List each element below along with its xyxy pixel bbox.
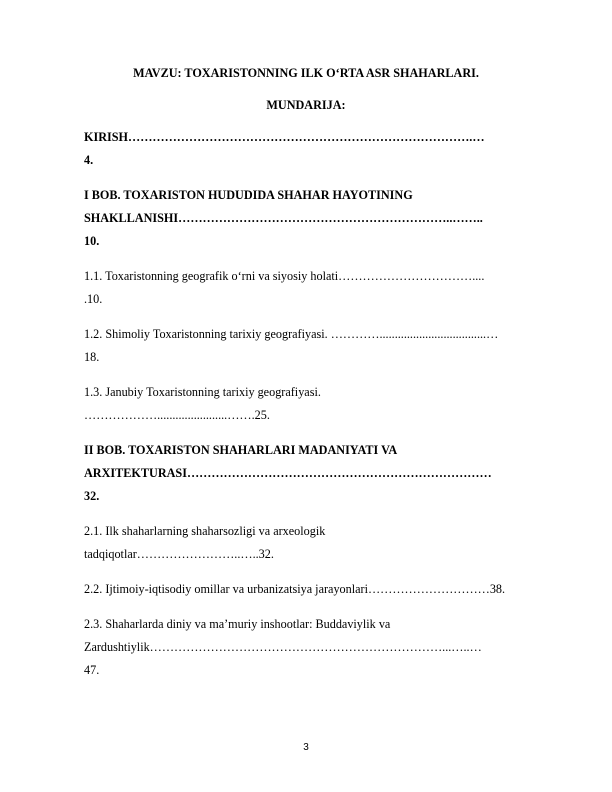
document-title: MAVZU: TOXARISTONNING ILK O‘RTA ASR SHAHARLARI. [133, 66, 479, 80]
toc-line: 2.3. Shaharlarda diniy va ma’muriy inshootlar: Buddaviylik va [84, 617, 391, 631]
toc-line: ARXITEKTURASI………………………………………………………………… [84, 466, 492, 480]
toc-page-number: 10. [84, 234, 100, 248]
toc-page-number: 4. [84, 153, 94, 167]
toc-line: 1.1. Toxaristonning geografik o‘rni va siyosiy holati…………………………….... [84, 269, 485, 283]
page-number: 3 [303, 742, 309, 753]
toc-page-number: 47. [84, 663, 100, 677]
toc-line: KIRISH………………………………………………………………………….… [84, 130, 485, 144]
toc-line: ……………….......................…….25. [84, 408, 270, 422]
toc-line: 1.2. Shimoliy Toxaristonning tarixiy geografiyasi. …………...................................… [84, 327, 499, 341]
toc-page-number: 32. [84, 489, 100, 503]
toc-heading: MUNDARIJA: [266, 98, 346, 112]
toc-line: tadqiqotlar……………………..…..32. [84, 547, 274, 561]
toc-line: I BOB. TOXARISTON HUDUDIDA SHAHAR HAYOTINING [84, 188, 413, 202]
toc-line: 2.2. Ijtimoiy-iqtisodiy omillar va urbanizatsiya jarayonlari…………………………38. [84, 582, 506, 596]
toc-page-number: .10. [84, 292, 103, 306]
toc-line: 1.3. Janubiy Toxaristonning tarixiy geografiyasi. [84, 385, 321, 399]
toc-line: 2.1. Ilk shaharlarning shaharsozligi va arxeologik [84, 524, 326, 538]
toc-line: II BOB. TOXARISTON SHAHARLARI MADANIYATI VA [84, 443, 398, 457]
toc-line: Zardushtiylik………………………………………………………………...…..… [84, 640, 482, 654]
toc-line: SHAKLLANISHI…………………………………………………………..…….. [84, 211, 483, 225]
toc-page-number: 18. [84, 350, 100, 364]
